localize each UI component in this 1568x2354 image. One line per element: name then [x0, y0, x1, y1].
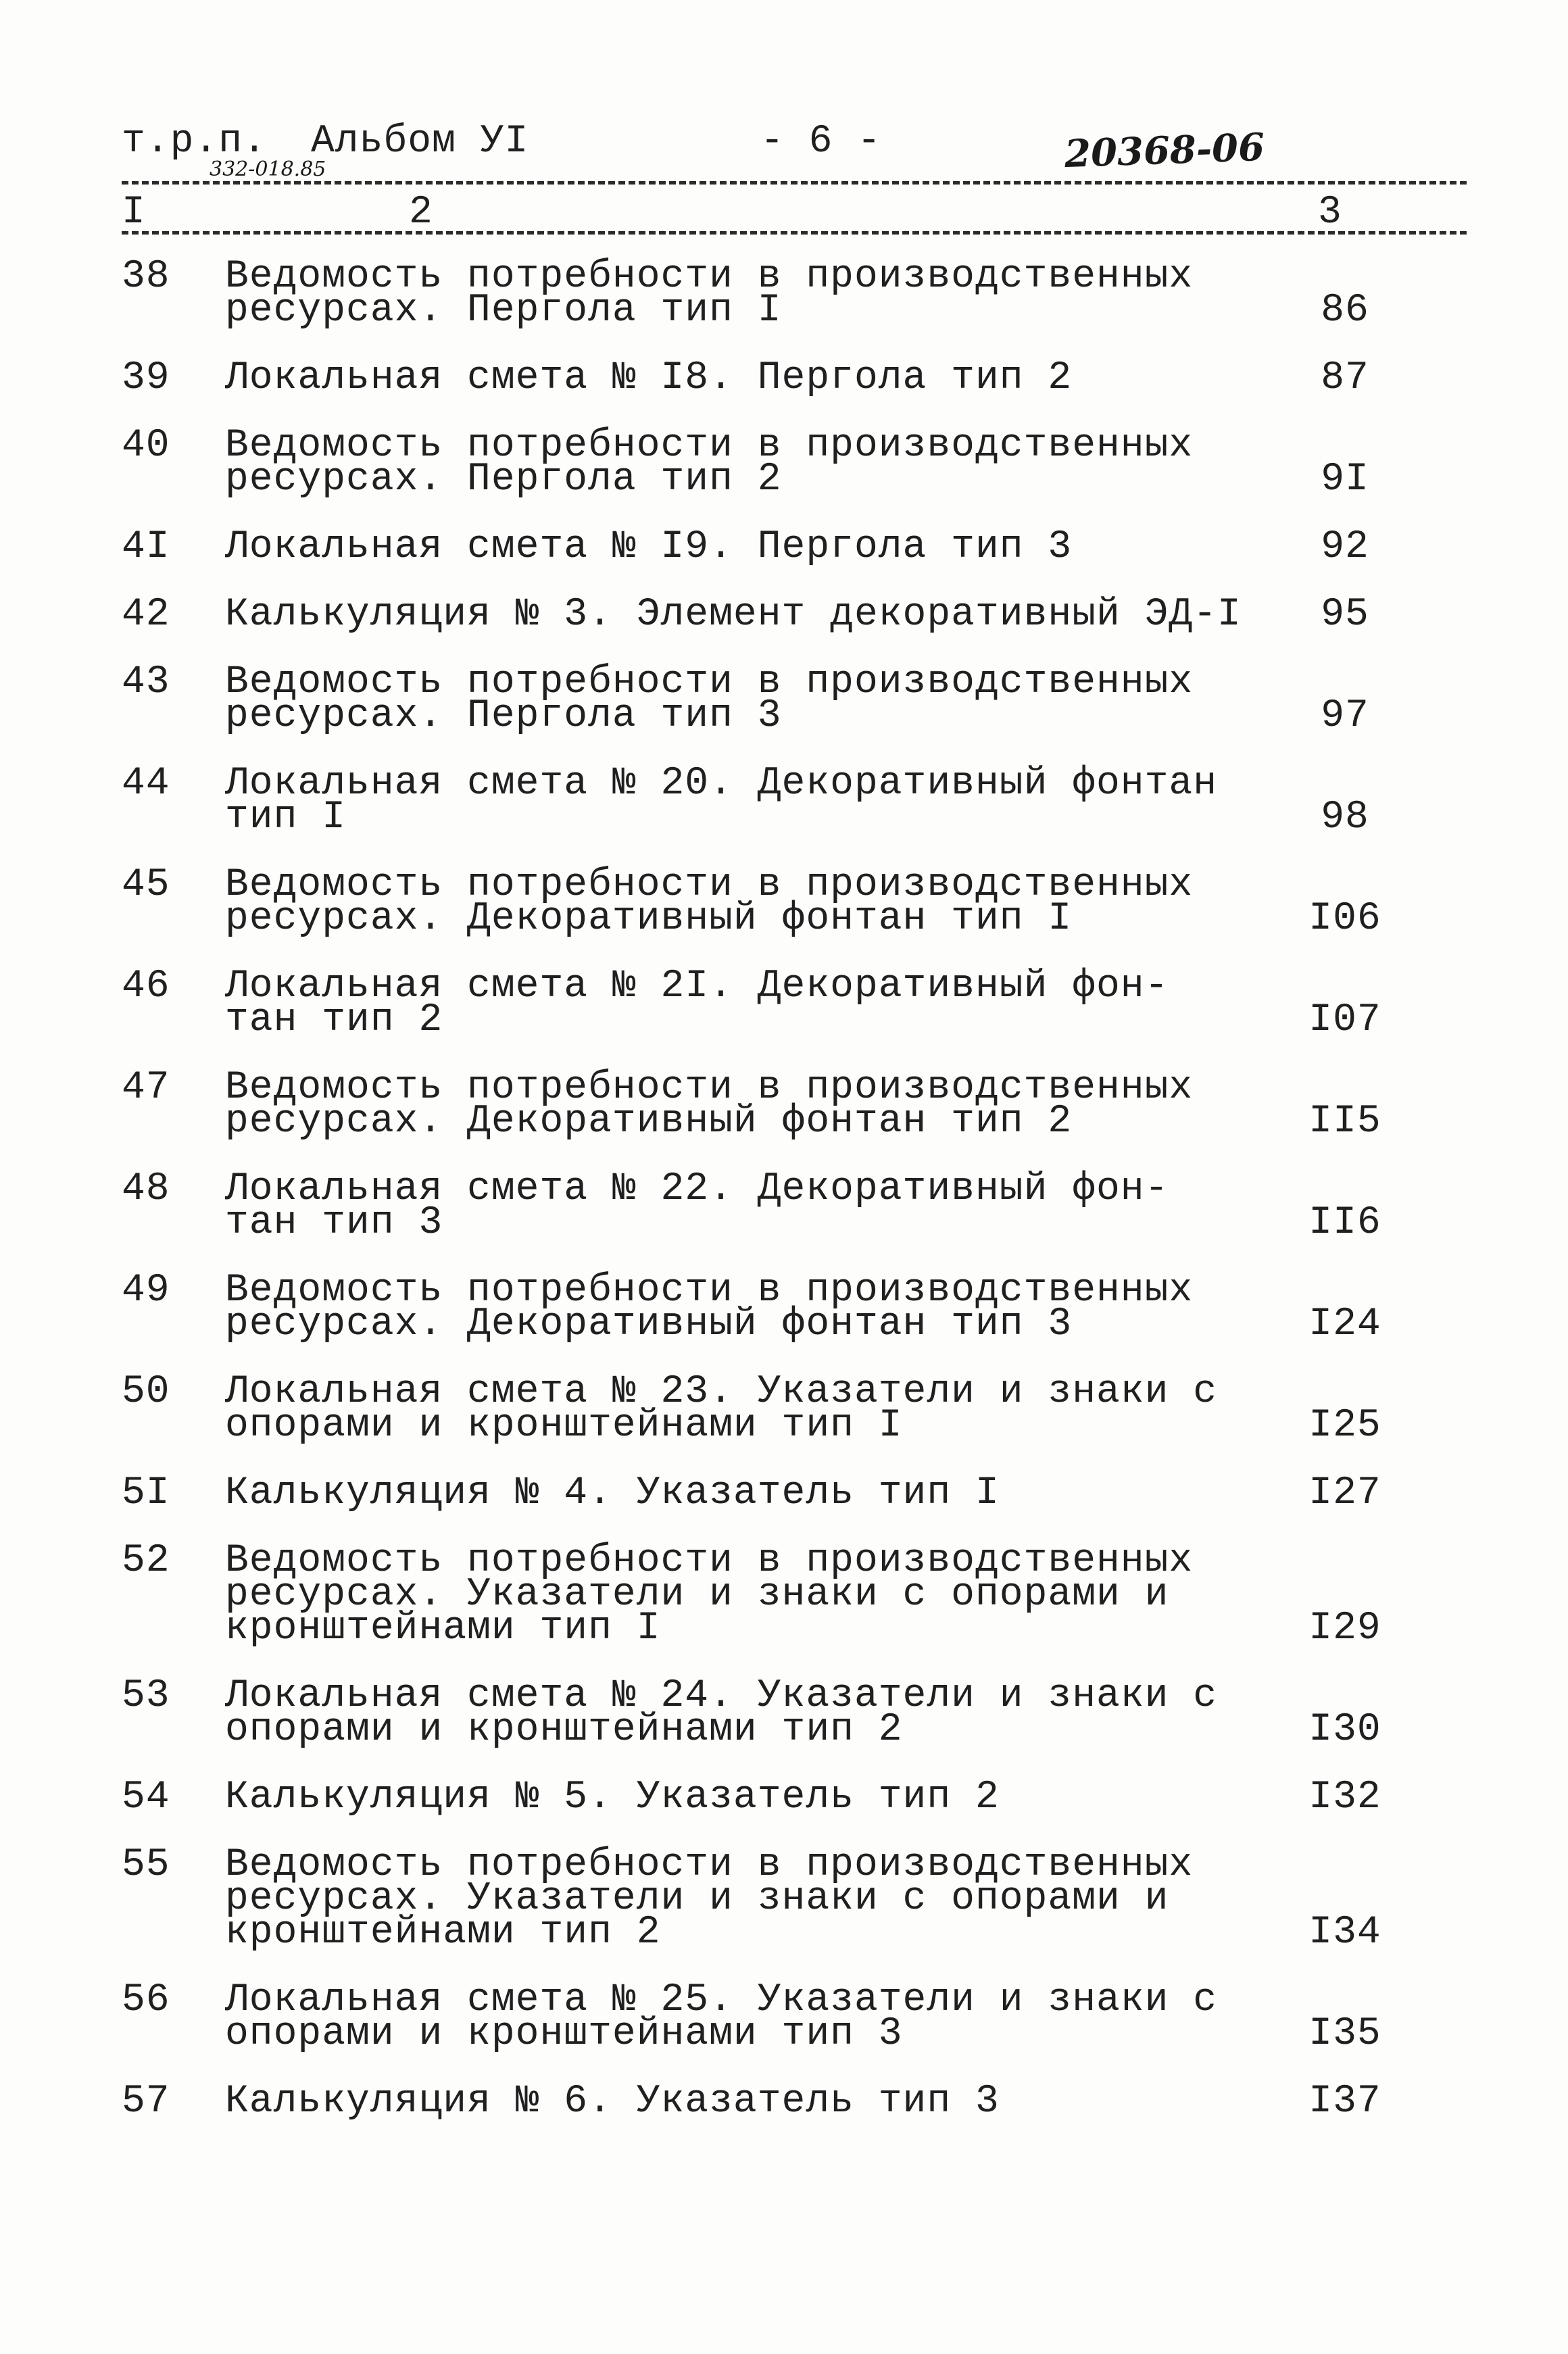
entry-title-line: Ведомость потребности в производственных: [225, 1269, 1194, 1313]
entry-number: 42: [122, 593, 170, 637]
entry-title-line: Калькуляция № 5. Указатель тип 2: [225, 1775, 1000, 1819]
entry-page-number: I30: [1308, 1708, 1381, 1752]
entry-number: 47: [122, 1066, 170, 1110]
entry-title-line: Ведомость потребности в производственных: [225, 1066, 1194, 1110]
entry-number: 55: [122, 1843, 170, 1887]
entry-number: 43: [122, 660, 170, 704]
entry-number: 52: [122, 1539, 170, 1583]
entry-number: 56: [122, 1978, 170, 2022]
entry-number: 38: [122, 255, 170, 299]
entry-title-line: Локальная смета № 25. Указатели и знаки с: [225, 1978, 1218, 2022]
entry-page-number: II5: [1308, 1100, 1381, 1144]
entry-title-line: Калькуляция № 6. Указатель тип 3: [225, 2080, 1000, 2124]
entry-page-number: I29: [1308, 1607, 1381, 1650]
entry-page-number: 86: [1321, 289, 1369, 333]
entry-number: 46: [122, 964, 170, 1008]
entry-page-number: II6: [1308, 1201, 1381, 1245]
column-header-1: I: [122, 191, 146, 235]
entry-title-line: ресурсах. Пергола тип 3: [225, 694, 782, 738]
entry-title-line: тип I: [225, 795, 347, 839]
header-series: т.р.п.: [122, 120, 267, 164]
entry-number: 39: [122, 356, 170, 400]
entry-page-number: I06: [1308, 897, 1381, 941]
entry-page-number: I07: [1308, 998, 1381, 1042]
entry-page-number: I27: [1308, 1471, 1381, 1515]
entry-page-number: 95: [1321, 593, 1369, 637]
entry-page-number: 98: [1321, 795, 1369, 839]
handwritten-date: 332-018.85: [210, 157, 326, 181]
entry-number: 45: [122, 863, 170, 907]
entry-number: 50: [122, 1370, 170, 1414]
column-header-rule: [122, 231, 1467, 235]
entry-number: 48: [122, 1167, 170, 1211]
entry-title-line: ресурсах. Декоративный фонтан тип I: [225, 897, 1073, 941]
entry-title-line: Локальная смета № 23. Указатели и знаки с: [225, 1370, 1218, 1414]
entry-page-number: I32: [1308, 1775, 1381, 1819]
entry-page-number: 92: [1321, 525, 1369, 569]
entry-title-line: ресурсах. Указатели и знаки с опорами и: [225, 1877, 1169, 1921]
entry-title-line: кронштейнами тип I: [225, 1607, 661, 1650]
entry-number: 49: [122, 1269, 170, 1313]
entry-title-line: ресурсах. Указатели и знаки с опорами и: [225, 1573, 1169, 1617]
entry-title-line: Ведомость потребности в производственных: [225, 1843, 1194, 1887]
entry-page-number: 9I: [1321, 458, 1369, 501]
entry-title-line: опорами и кронштейнами тип 2: [225, 1708, 903, 1752]
entry-number: 54: [122, 1775, 170, 1819]
entry-title-line: тан тип 2: [225, 998, 443, 1042]
entry-title-line: опорами и кронштейнами тип 3: [225, 2012, 903, 2056]
entry-title-line: Калькуляция № 3. Элемент декоративный ЭД-I: [225, 593, 1242, 637]
entry-title-line: ресурсах. Декоративный фонтан тип 3: [225, 1302, 1073, 1346]
entry-number: 44: [122, 762, 170, 806]
entry-page-number: 87: [1321, 356, 1369, 400]
entry-title-line: Локальная смета № 22. Декоративный фон-: [225, 1167, 1169, 1211]
entry-title-line: Локальная смета № 24. Указатели и знаки с: [225, 1674, 1218, 1718]
handwritten-code: 20368-06: [1063, 124, 1266, 177]
column-header-2: 2: [409, 191, 433, 235]
entry-page-number: 97: [1321, 694, 1369, 738]
header-album: Альбом УI: [311, 120, 529, 164]
entry-number: 40: [122, 424, 170, 468]
entry-page-number: I25: [1308, 1404, 1381, 1448]
entry-title-line: ресурсах. Декоративный фонтан тип 2: [225, 1100, 1073, 1144]
entry-title-line: Локальная смета № 20. Декоративный фонтан: [225, 762, 1218, 806]
entry-title-line: Ведомость потребности в производственных: [225, 863, 1194, 907]
page-number: - 6 -: [760, 120, 882, 164]
entry-number: 4I: [122, 525, 170, 569]
entry-title-line: Ведомость потребности в производственных: [225, 424, 1194, 468]
entry-page-number: I37: [1308, 2080, 1381, 2124]
entry-number: 5I: [122, 1471, 170, 1515]
entry-page-number: I35: [1308, 2012, 1381, 2056]
entry-number: 53: [122, 1674, 170, 1718]
entry-title-line: Локальная смета № I8. Пергола тип 2: [225, 356, 1073, 400]
entry-title-line: Локальная смета № 2I. Декоративный фон-: [225, 964, 1169, 1008]
entry-title-line: Ведомость потребности в производственных: [225, 1539, 1194, 1583]
column-header-3: 3: [1318, 191, 1342, 235]
entry-title-line: Локальная смета № I9. Пергола тип 3: [225, 525, 1073, 569]
entry-title-line: Ведомость потребности в производственных: [225, 660, 1194, 704]
entry-title-line: ресурсах. Пергола тип I: [225, 289, 782, 333]
entry-title-line: ресурсах. Пергола тип 2: [225, 458, 782, 501]
entry-title-line: кронштейнами тип 2: [225, 1911, 661, 1955]
entry-page-number: I34: [1308, 1911, 1381, 1955]
entry-title-line: Калькуляция № 4. Указатель тип I: [225, 1471, 1000, 1515]
entry-page-number: I24: [1308, 1302, 1381, 1346]
entry-title-line: тан тип 3: [225, 1201, 443, 1245]
entry-title-line: Ведомость потребности в производственных: [225, 255, 1194, 299]
header-rule: [122, 181, 1467, 185]
entry-number: 57: [122, 2080, 170, 2124]
entry-title-line: опорами и кронштейнами тип I: [225, 1404, 903, 1448]
